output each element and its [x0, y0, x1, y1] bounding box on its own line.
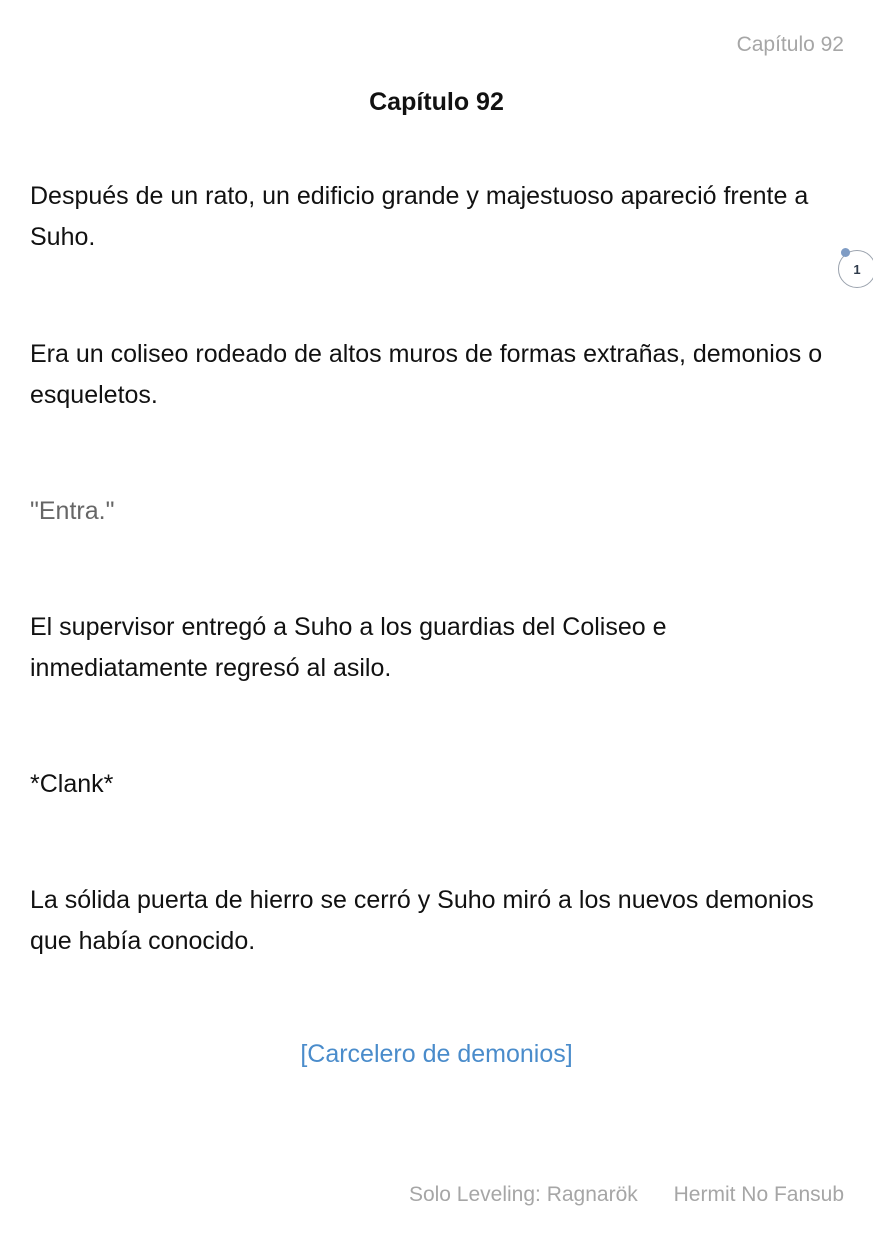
- paragraph: Después de un rato, un edificio grande y majestuoso apareció frente a Suho.: [30, 182, 809, 251]
- paragraph: El supervisor entregó a Suho a los guardias del Coliseo e inmediatamente regresó al asilo.: [30, 613, 667, 682]
- footer-book-title: Solo Leveling: Ragnarök: [408, 1183, 638, 1206]
- running-header: Capítulo 92: [736, 33, 844, 56]
- sound-effect-paragraph: *Clank*: [30, 770, 114, 798]
- footer-translator: Hermit No Fansub: [673, 1183, 844, 1206]
- page-badge-dot-icon: [841, 248, 850, 257]
- dialogue-paragraph: "Entra.": [30, 497, 115, 525]
- chapter-title: Capítulo 92: [369, 88, 504, 116]
- page-badge-number: 1: [853, 261, 861, 277]
- paragraph: La sólida puerta de hierro se cerró y Suho miró a los nuevos demonios que había conocido.: [30, 886, 814, 955]
- system-message: [Carcelero de demonios]: [300, 1040, 573, 1068]
- footer: [409, 1183, 844, 1207]
- paragraph: Era un coliseo rodeado de altos muros de formas extrañas, demonios o esqueletos.: [30, 340, 823, 409]
